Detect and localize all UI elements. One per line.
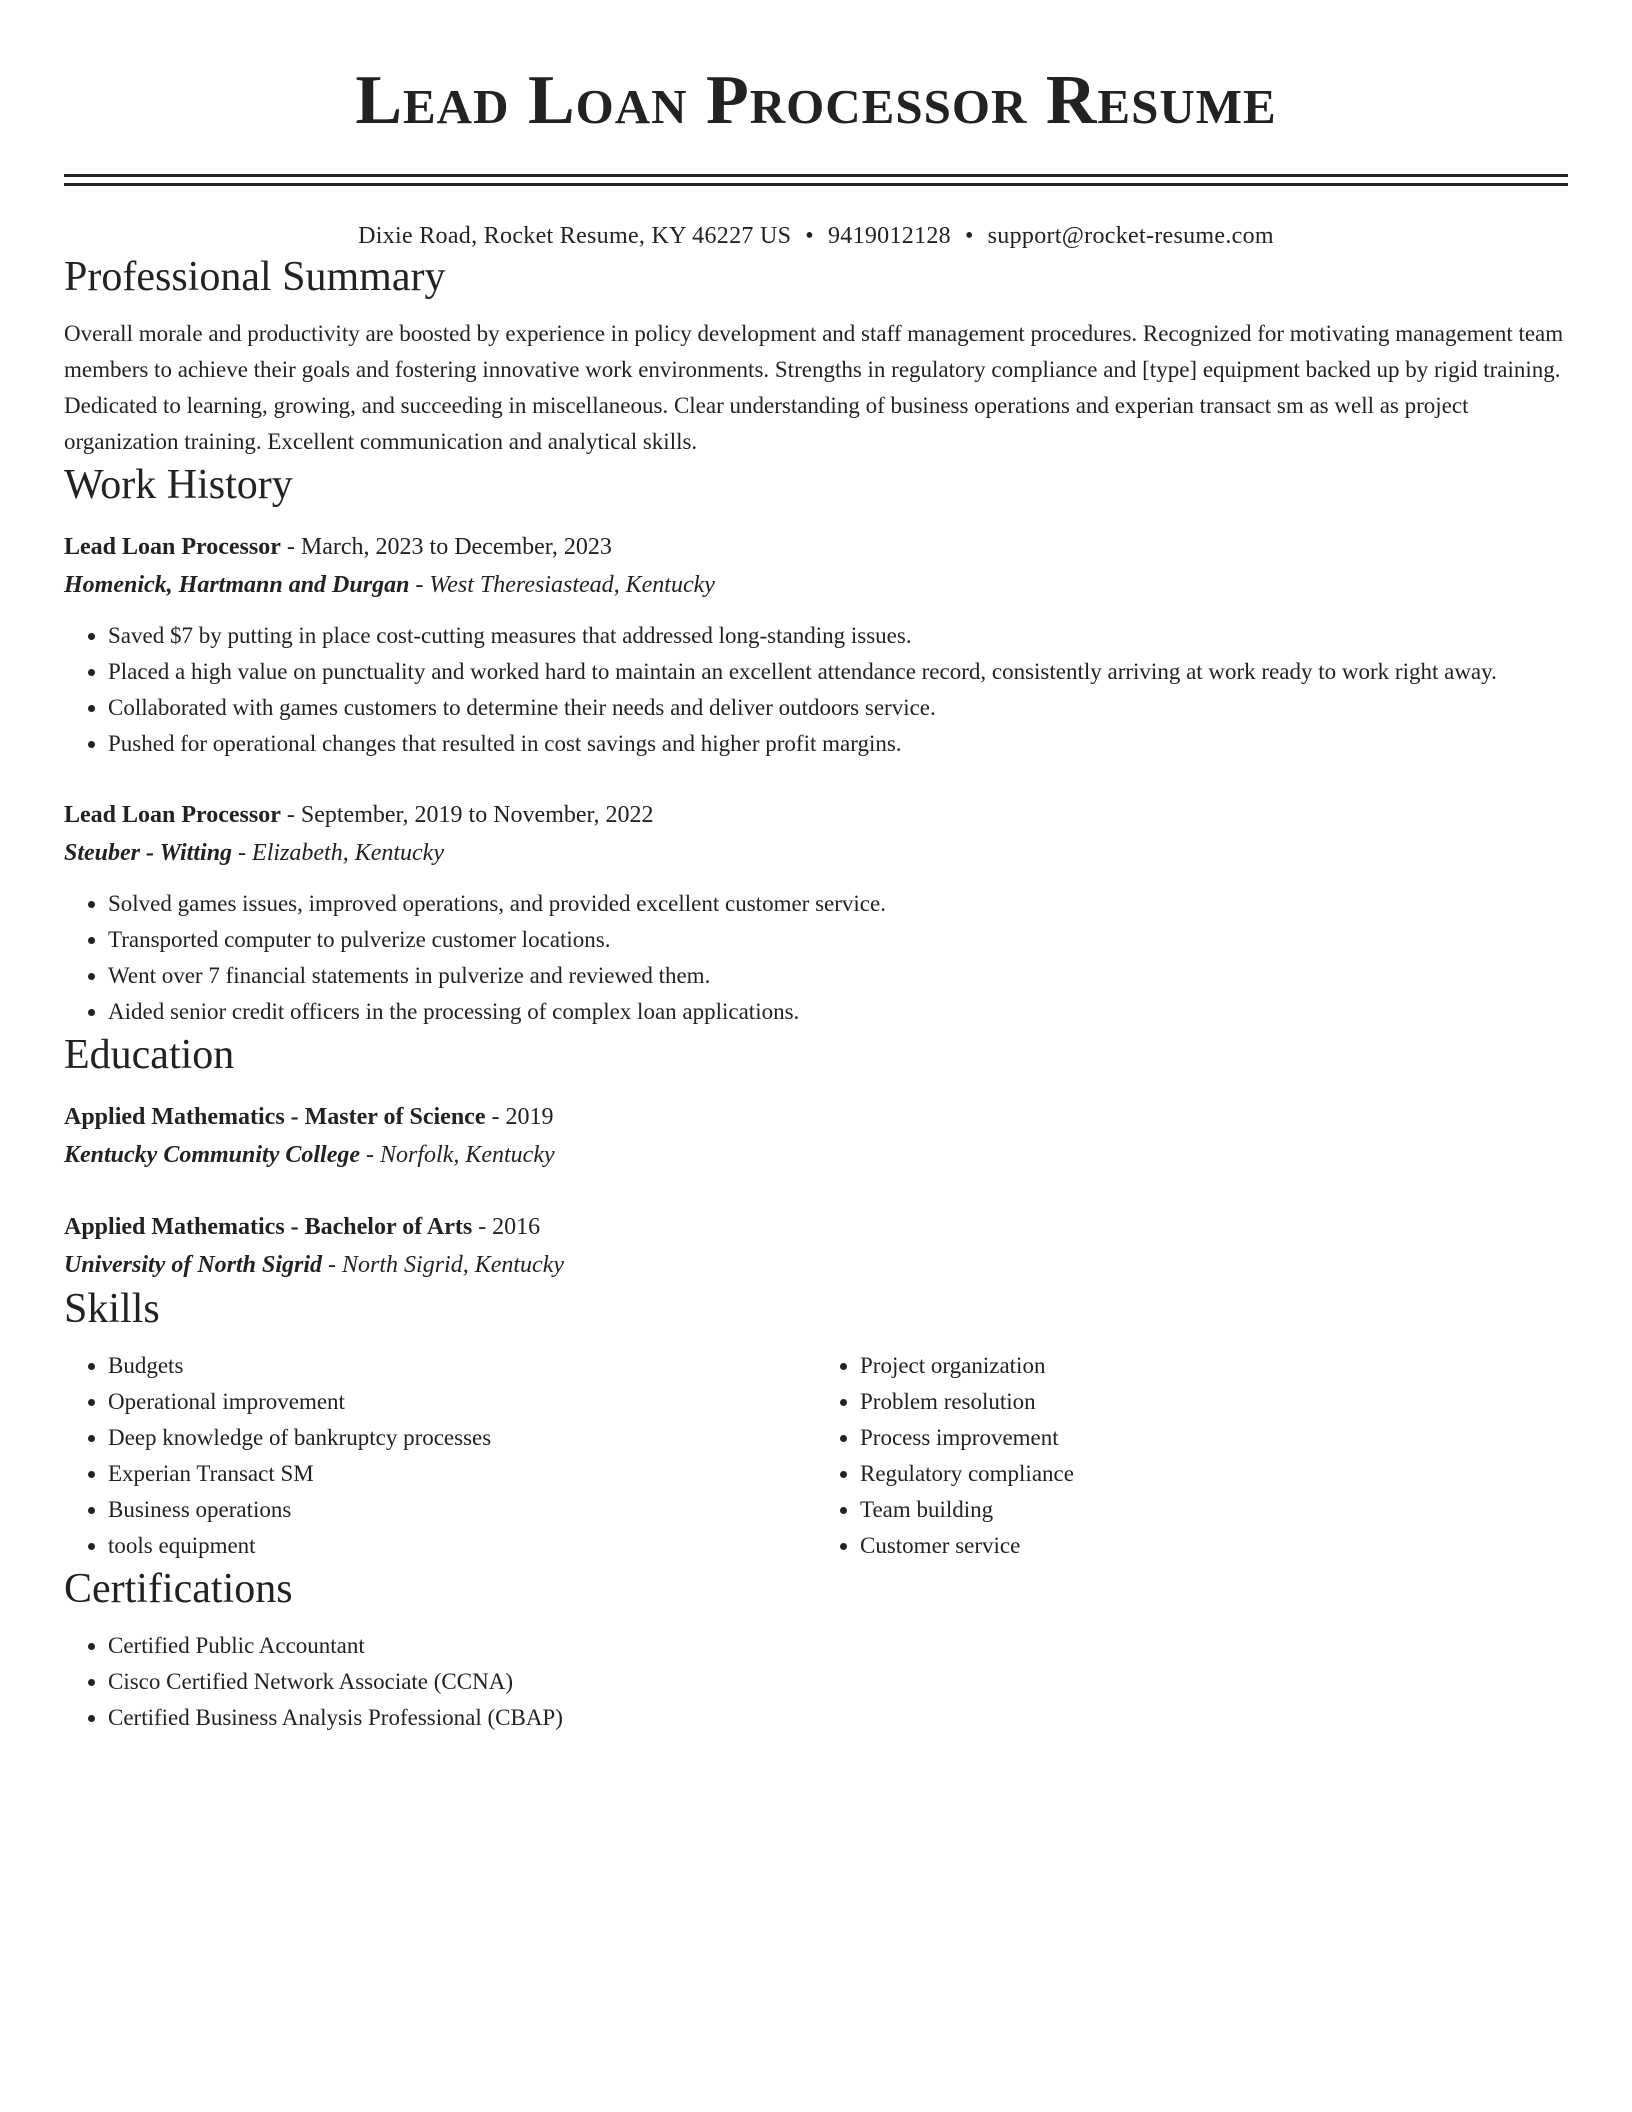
- job-entry: [64, 796, 1568, 1030]
- job-bullet: • Collaborated with games customers to determine their needs and deliver outdoors service.: [108, 690, 1568, 726]
- job-bullets: [64, 618, 1568, 762]
- title-double-rule: [64, 174, 1568, 186]
- job-bullet: • Saved $7 by putting in place cost-cutting measures that addressed long-standing issues.: [108, 618, 1568, 654]
- job-entry: [64, 528, 1568, 762]
- skill-item: • Business operations: [108, 1492, 816, 1528]
- job-bullet: • Aided senior credit officers in the processing of complex loan applications.: [108, 994, 1568, 1030]
- skill-item: • Problem resolution: [860, 1384, 1568, 1420]
- skill-item: • Experian Transact SM: [108, 1456, 816, 1492]
- skills-grid: [64, 1348, 1568, 1564]
- skill-item: • tools equipment: [108, 1528, 816, 1564]
- skills-column-left: [64, 1348, 816, 1564]
- education-degree-line: [64, 1208, 1568, 1246]
- education-degree: Applied Mathematics - Bachelor of Arts: [64, 1214, 473, 1240]
- job-bullet: • Transported computer to pulverize customer locations.: [108, 922, 1568, 958]
- job-title-line: [64, 528, 1568, 566]
- job-company: Steuber - Witting: [64, 840, 233, 866]
- job-dates: - September, 2019 to November, 2022: [280, 802, 654, 828]
- education-school: University of North Sigrid: [64, 1252, 323, 1278]
- job-location: - Elizabeth, Kentucky: [232, 840, 444, 866]
- skill-item: • Customer service: [860, 1528, 1568, 1564]
- education-location: - Norfolk, Kentucky: [360, 1142, 555, 1168]
- certification-item: • Certified Public Accountant: [108, 1628, 1568, 1664]
- skills-column-right: [816, 1348, 1568, 1564]
- certifications-heading: Certifications: [64, 1566, 293, 1612]
- contact-address: Dixie Road, Rocket Resume, KY 46227 US: [358, 223, 792, 249]
- resume-title: Lead Loan Processor Resume: [355, 62, 1277, 139]
- work-history-heading: Work History: [64, 462, 293, 508]
- job-bullet: • Pushed for operational changes that resulted in cost savings and higher profit margins.: [108, 726, 1568, 762]
- certification-item: • Cisco Certified Network Associate (CCNA): [108, 1664, 1568, 1700]
- education-school-line: [64, 1246, 1568, 1284]
- skill-item: • Project organization: [860, 1348, 1568, 1384]
- skill-item: • Team building: [860, 1492, 1568, 1528]
- education-entry: [64, 1208, 1568, 1284]
- job-company: Homenick, Hartmann and Durgan: [64, 572, 410, 598]
- job-bullet: • Went over 7 financial statements in pulverize and reviewed them.: [108, 958, 1568, 994]
- skill-item: • Regulatory compliance: [860, 1456, 1568, 1492]
- job-company-line: [64, 834, 1568, 872]
- education-school-line: [64, 1136, 1568, 1174]
- skill-item: • Budgets: [108, 1348, 816, 1384]
- certification-item: • Certified Business Analysis Professional (CBAP): [108, 1700, 1568, 1736]
- education-degree: Applied Mathematics - Master of Science: [64, 1104, 486, 1130]
- education-year: - 2019: [485, 1104, 554, 1130]
- contact-separator: •: [805, 223, 814, 249]
- contact-email: support@rocket-resume.com: [987, 223, 1274, 249]
- job-title-line: [64, 796, 1568, 834]
- education-entry: [64, 1098, 1568, 1174]
- skills-heading: Skills: [64, 1286, 160, 1332]
- job-title: Lead Loan Processor: [64, 802, 281, 828]
- job-bullet: • Solved games issues, improved operations, and provided excellent customer service.: [108, 886, 1568, 922]
- contact-line: [64, 220, 1568, 252]
- education-school: Kentucky Community College: [64, 1142, 361, 1168]
- skill-item: • Process improvement: [860, 1420, 1568, 1456]
- job-bullets: [64, 886, 1568, 1030]
- contact-phone: 9419012128: [827, 223, 951, 249]
- job-location: - West Theresiastead, Kentucky: [409, 572, 715, 598]
- skill-item: • Deep knowledge of bankruptcy processes: [108, 1420, 816, 1456]
- job-bullet: • Placed a high value on punctuality and worked hard to maintain an excellent attendance record, consistently arriving at work ready to work right away.: [108, 654, 1568, 690]
- education-location: - North Sigrid, Kentucky: [322, 1252, 564, 1278]
- job-title: Lead Loan Processor: [64, 534, 281, 560]
- certifications-list: [64, 1628, 1568, 1736]
- skill-item: • Operational improvement: [108, 1384, 816, 1420]
- summary-heading: Professional Summary: [64, 254, 446, 300]
- summary-text: Overall morale and productivity are boosted by experience in policy development and staff management procedures. Recognized for motivating management team members to achieve their goals and fostering innovative work environments. Strengths in regulatory compliance and [type] equipment backed up by rigid training. Dedicated to learning, growing, and succeeding in miscellaneous. Clear understanding of business operations and experian transact sm as well as project organization training. Excellent communication and analytical skills.: [64, 321, 1564, 454]
- education-degree-line: [64, 1098, 1568, 1136]
- contact-separator: •: [964, 223, 974, 249]
- job-company-line: [64, 566, 1568, 604]
- education-heading: Education: [64, 1032, 235, 1078]
- job-dates: - March, 2023 to December, 2023: [280, 534, 612, 560]
- education-year: - 2016: [472, 1214, 541, 1240]
